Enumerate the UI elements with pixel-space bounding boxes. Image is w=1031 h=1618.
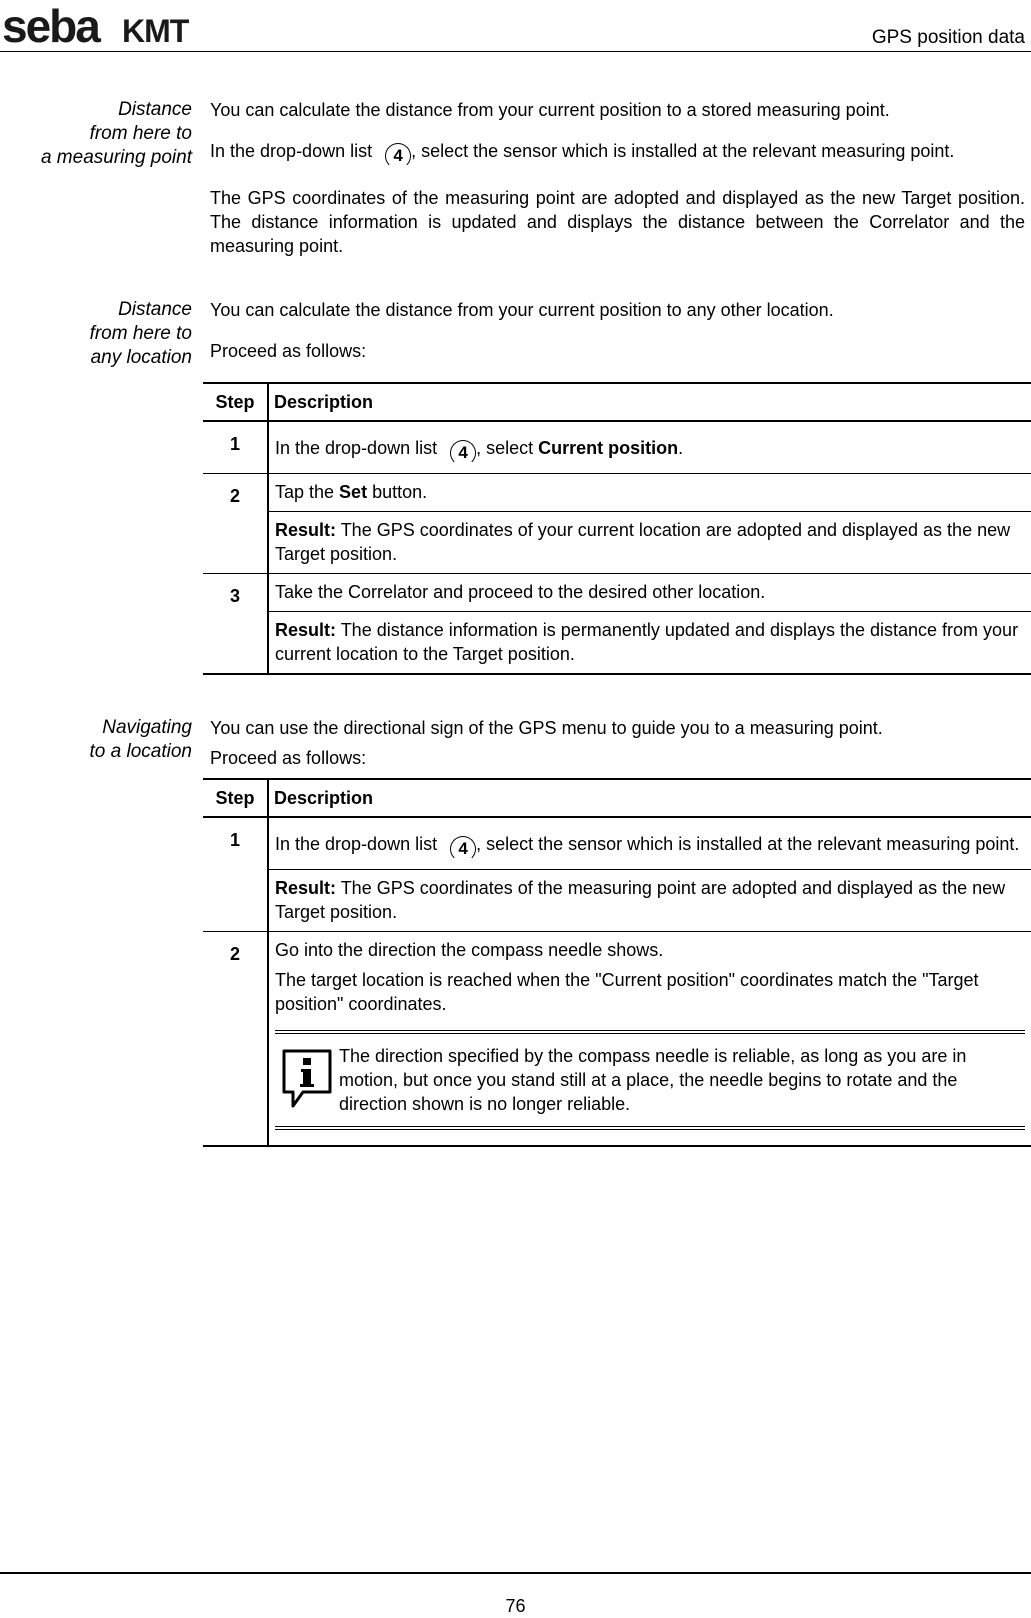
- sebakmt-logo: [2, 2, 226, 48]
- footer-divider: [0, 1572, 1031, 1574]
- svg-text:seba: seba: [2, 2, 99, 48]
- callout-number-badge: 4: [450, 836, 476, 862]
- side-label-distance-measuring-point: Distance from here to a measuring point: [40, 99, 192, 168]
- table-header-row: [203, 779, 1031, 817]
- page-header: [0, 0, 1031, 52]
- table-row: [203, 512, 1031, 574]
- table-row: [203, 574, 1031, 612]
- callout-number-badge: 4: [450, 440, 476, 466]
- step-description: In the drop-down list 4 , select the sensor which is installed at the relevant measuring point.: [268, 817, 1031, 870]
- table-row: [203, 817, 1031, 870]
- paragraph: You can calculate the distance from your current position to any other location.: [210, 300, 834, 320]
- header-divider: [0, 51, 1031, 52]
- step-number: 3: [203, 574, 268, 675]
- step-description: Take the Correlator and proceed to the desired other location.: [268, 574, 1031, 612]
- steps-table: [203, 382, 1031, 675]
- step-number: 1: [203, 421, 268, 474]
- step-description: Tap the Set button.: [268, 474, 1031, 512]
- section-distance-measuring-point: [210, 98, 1025, 275]
- column-header-step: Step: [203, 779, 268, 817]
- step-number: 2: [203, 474, 268, 574]
- table-row: [203, 421, 1031, 474]
- section-distance-any-location: [210, 298, 1025, 380]
- page-number: 76: [505, 1596, 526, 1616]
- step-result: Result: The distance information is permanently updated and displays the distance from your current location to the Target position.: [268, 612, 1031, 675]
- side-label-distance-any-location: Distance from here to any location: [89, 299, 192, 368]
- step-result: Result: The GPS coordinates of your current location are adopted and displayed as the new Target position.: [268, 512, 1031, 574]
- column-header-step: Step: [203, 383, 268, 421]
- column-header-description: Description: [268, 779, 1031, 817]
- column-header-description: Description: [268, 383, 1031, 421]
- paragraph: The GPS coordinates of the measuring point are adopted and displayed as the new Target position. The distance information is updated and displays the distance between the Correlator and the measuring point.: [210, 188, 1025, 256]
- step-description: In the drop-down list 4 , select Current position.: [268, 421, 1031, 474]
- paragraph: Proceed as follows:: [210, 341, 367, 361]
- side-label-navigating: Navigating to a location: [89, 717, 192, 762]
- info-icon: [281, 1048, 333, 1110]
- header-title: GPS position data: [871, 27, 1025, 48]
- section-navigating: [210, 716, 1025, 787]
- step-result: Result: The GPS coordinates of the measuring point are adopted and displayed as the new Target position.: [268, 870, 1031, 932]
- step-number: 2: [203, 932, 268, 1147]
- note-text: The direction specified by the compass needle is reliable, as long as you are in motion, but once you stand still at a place, the needle begins to rotate and the direction shown is no longer reliable.: [339, 1046, 967, 1114]
- svg-text:KMT: KMT: [122, 13, 189, 48]
- paragraph: Proceed as follows:: [210, 748, 367, 768]
- info-note: [275, 1030, 1025, 1130]
- table-row: [203, 932, 1031, 1147]
- steps-table: [203, 778, 1031, 1147]
- table-row: [203, 612, 1031, 675]
- step-description: Go into the direction the compass needle shows. The target location is reached when the "Current position" coordinates match the "Target position" coordinates. The direction specified by the compass needle is reliable, as long as you are in motion, but once you stand still at a place, the needle begins to rotate and the direction shown is no longer reliable.: [268, 932, 1031, 1147]
- table-row: [203, 870, 1031, 932]
- paragraph: In the drop-down list 4 , select the sensor which is installed at the relevant measuring point.: [210, 139, 1025, 169]
- callout-number-badge: 4: [385, 143, 411, 169]
- paragraph: You can calculate the distance from your current position to a stored measuring point.: [210, 100, 890, 120]
- table-row: [203, 474, 1031, 512]
- paragraph: You can use the directional sign of the GPS menu to guide you to a measuring point.: [210, 718, 883, 738]
- table-header-row: [203, 383, 1031, 421]
- step-number: 1: [203, 817, 268, 932]
